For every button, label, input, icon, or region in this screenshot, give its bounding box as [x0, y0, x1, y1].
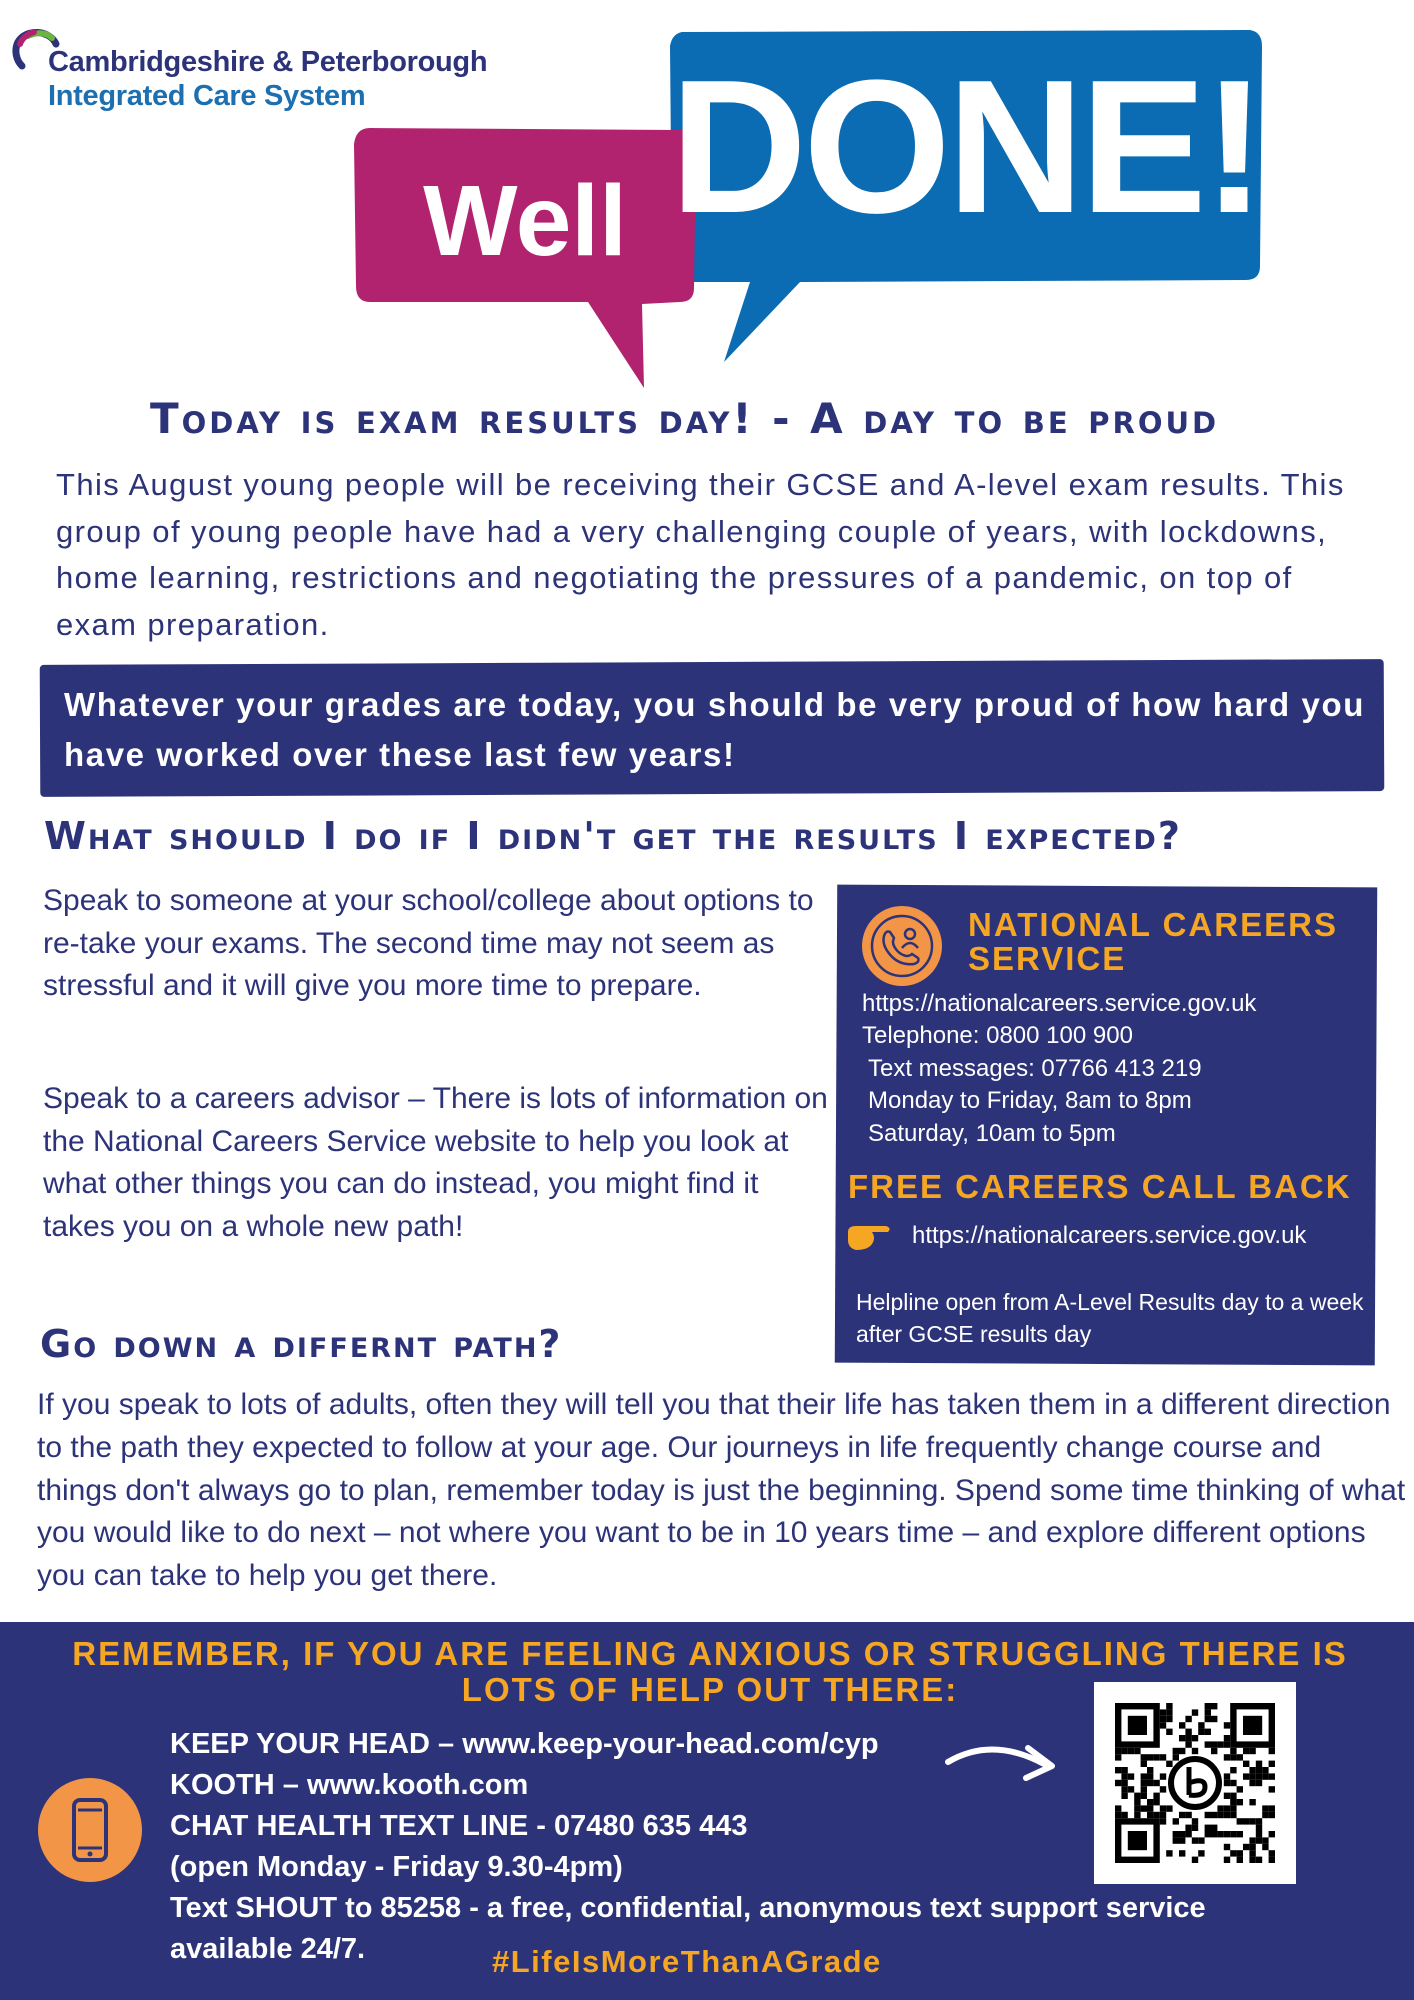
- kooth-line: KOOTH – www.kooth.com: [170, 1769, 529, 1801]
- keep-your-head-line: KEEP YOUR HEAD – www.keep-your-head.com/cyp: [170, 1728, 879, 1760]
- qr-code[interactable]: [1094, 1682, 1296, 1884]
- ics-logo: [12, 26, 492, 116]
- done-heading: DONE!: [669, 41, 1263, 253]
- phone-support-icon: [862, 906, 942, 986]
- call-back-link[interactable]: https://nationalcareers.service.gov.uk: [912, 1222, 1307, 1249]
- careers-website-link[interactable]: https://nationalcareers.service.gov.uk: [862, 990, 1257, 1017]
- shout-availability: available 24/7.: [170, 1933, 366, 1965]
- retake-paragraph: Speak to someone at your school/college about options to re-take your exams. The second time may not seem as stressful and it will give you more time to prepare.: [43, 884, 814, 1002]
- well-heading: Well: [423, 165, 627, 277]
- careers-text-messages: Text messages: 07766 413 219: [868, 1055, 1202, 1082]
- careers-advisor-paragraph: Speak to a careers advisor – There is lots of information on the National Careers Service website to help you look at what other things you can do instead, you might find it takes you on a whole new path!: [43, 1082, 828, 1243]
- hashtag: #LifeIsMoreThanAGrade: [492, 1944, 882, 1979]
- chat-health-line: CHAT HEALTH TEXT LINE - 07480 635 443: [170, 1810, 748, 1842]
- careers-weekday-hours: Monday to Friday, 8am to 8pm: [868, 1087, 1192, 1114]
- pointing-hand-icon: [846, 1216, 894, 1256]
- careers-saturday-hours: Saturday, 10am to 5pm: [868, 1120, 1116, 1147]
- different-path-paragraph: If you speak to lots of adults, often they will tell you that their life has taken them in a different direction to the path they expected to follow at your age. Our journeys in life frequently change course and things don't always go to plan, remember today is just the beginning. Spend some time thinking of what you would like to do next – not where you want to be in 10 years time – and explore different options you can take to help you get there.: [37, 1388, 1406, 1593]
- helpline-note: Helpline open from A-Level Results day to a week after GCSE results day: [856, 1289, 1364, 1347]
- different-path-heading: Go down a differnt path?: [40, 1322, 563, 1366]
- careers-telephone: Telephone: 0800 100 900: [862, 1022, 1133, 1049]
- curved-arrow-icon: [944, 1728, 1064, 1788]
- shout-line: Text SHOUT to 85258 - a free, confidential, anonymous text support service: [170, 1892, 1206, 1924]
- results-question-heading: What should I do if I didn't get the results I expected?: [44, 814, 1182, 858]
- exam-results-headline: Today is exam results day! - A day to be proud: [150, 394, 1220, 443]
- chat-health-hours: (open Monday - Friday 9.30-4pm): [170, 1851, 623, 1883]
- logo-line-1: Cambridgeshire & Peterborough: [48, 46, 488, 78]
- proud-banner-text: Whatever your grades are today, you should be very proud of how hard you have worked over these last few years!: [64, 686, 1365, 773]
- mobile-phone-icon: [38, 1778, 142, 1882]
- support-footer-title: REMEMBER, IF YOU ARE FEELING ANXIOUS OR STRUGGLING THERE IS LOTS OF HELP OUT THERE:: [72, 1635, 1348, 1708]
- intro-paragraph: This August young people will be receiving their GCSE and A-level exam results. This group of young people have had a very challenging couple of years, with lockdowns, home learning, restrictions and negotiating the pressures of a pandemic, on top of exam preparation.: [56, 467, 1345, 642]
- careers-service-title: NATIONAL CAREERS SERVICE: [968, 906, 1338, 977]
- logo-line-2: Integrated Care System: [48, 80, 366, 112]
- call-back-title: FREE CAREERS CALL BACK: [848, 1168, 1352, 1205]
